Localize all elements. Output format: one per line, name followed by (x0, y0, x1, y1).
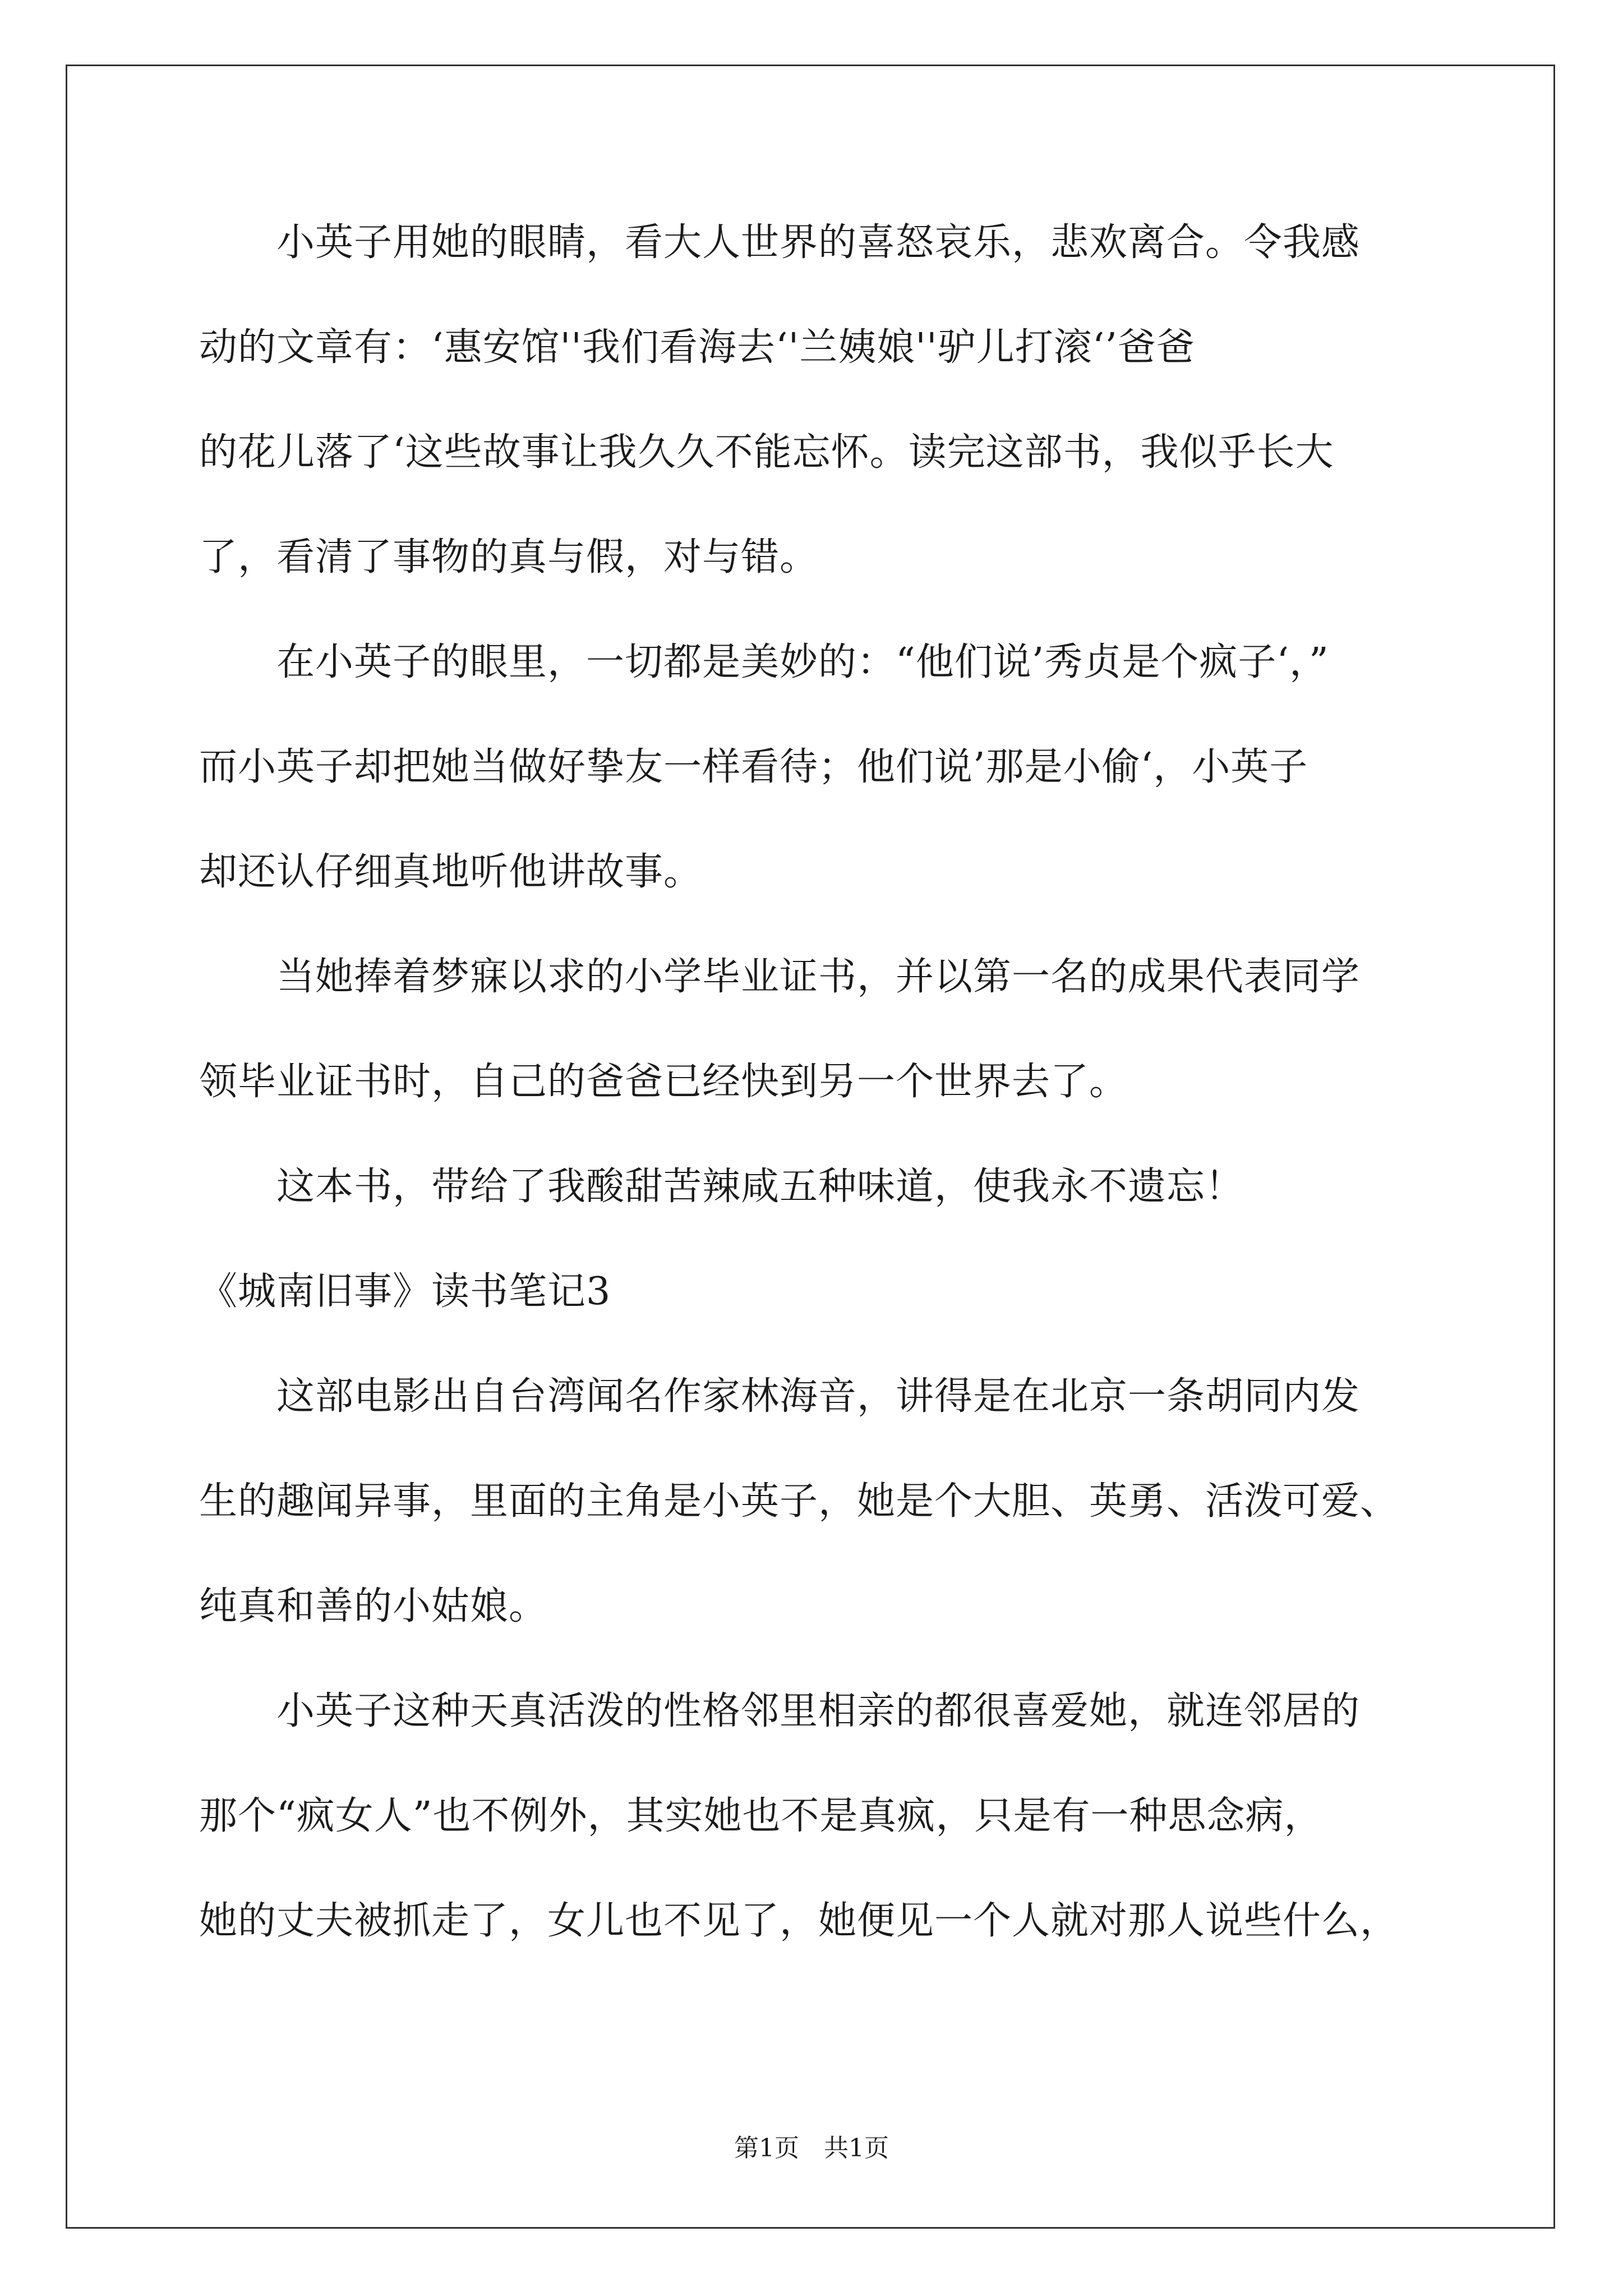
text-line: 而小英子却把她当做好挚友一样看待；他们说’那是小偷‘，小英子 (199, 745, 1308, 789)
text-line: 动的文章有：‘惠安馆''我们看海去‘'兰姨娘''驴儿打滚‘’爸爸 (199, 325, 1195, 370)
text-line: 在小英子的眼里，一切都是美妙的：“他们说’秀贞是个疯子‘，” (199, 640, 1329, 684)
text-line: 了，看清了事物的真与假，对与错。 (199, 535, 819, 579)
text-line: 生的趣闻异事，里面的主角是小英子，她是个大胆、英勇、活泼可爱、 (199, 1479, 1399, 1524)
text-line: 那个“疯女人”也不例外，其实她也不是真疯，只是有一种思念病， (199, 1794, 1323, 1838)
text-line: 小英子用她的眼睛，看大人世界的喜怒哀乐，悲欢离合。令我感 (199, 220, 1361, 265)
text-line: 领毕业证书时，自己的爸爸已经快到另一个世界去了。 (199, 1060, 1128, 1104)
text-line: 当她捧着梦寐以求的小学毕业证书，并以第一名的成果代表同学 (199, 955, 1361, 999)
text-line: 这部电影出自台湾闻名作家林海音，讲得是在北京一条胡同内发 (199, 1374, 1361, 1419)
text-line: 她的丈夫被抓走了，女儿也不见了，她便见一个人就对那人说些什么， (199, 1899, 1399, 1943)
text-line: 纯真和善的小姑娘。 (199, 1584, 548, 1628)
section-heading: 《城南旧事》读书笔记3 (199, 1269, 611, 1314)
text-line: 却还认仔细真地听他讲故事。 (199, 850, 703, 894)
page-number-footer: 第1页 共1页 (734, 2134, 889, 2162)
text-line: 这本书，带给了我酸甜苦辣咸五种味道，使我永不遗忘！ (199, 1165, 1244, 1209)
text-line: 小英子这种天真活泼的性格邻里相亲的都很喜爱她，就连邻居的 (199, 1689, 1361, 1733)
text-line: 的花儿落了‘这些故事让我久久不能忘怀。读完这部书，我似乎长大 (199, 430, 1334, 475)
